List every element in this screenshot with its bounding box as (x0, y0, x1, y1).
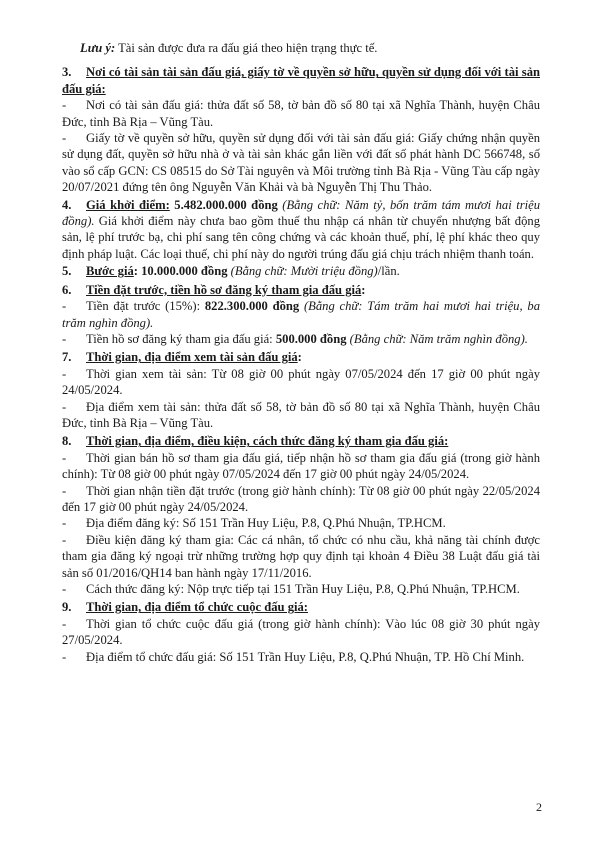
section-8-item-5-text: Cách thức đăng ký: Nộp trực tiếp tại 151 Trần Huy Liệu, P.8, Q.Phú Nhuận, TP.HCM. (86, 582, 520, 596)
section-3-item-1-text: Nơi có tài sản đấu giá: thửa đất số 58, tờ bản đồ số 80 tại xã Nghĩa Thành, huyện Châu Đức, tỉnh Bà Rịa – Vũng Tàu. (62, 98, 540, 129)
section-8-item-1: - Thời gian bán hồ sơ tham gia đấu giá, tiếp nhận hồ sơ tham gia đấu giá (trong giờ hành chính): Từ 08 giờ 00 phút ngày 07/05/2024 đến 17 giờ 00 phút ngày 24/05/2024. (62, 450, 540, 482)
section-8-item-3-text: Địa điểm đăng ký: Số 151 Trần Huy Liệu, P.8, Q.Phú Nhuận, TP.HCM. (86, 516, 446, 531)
section-7-title: Thời gian, địa điểm xem tài sản đấu giá (86, 350, 298, 365)
section-3-number: 3. (62, 65, 72, 80)
section-6-title: Tiền đặt trước, tiền hồ sơ đăng ký tham gia đấu giá (86, 282, 362, 297)
section-5-label: Bước giá (86, 264, 134, 279)
section-4-number: 4. (62, 197, 72, 212)
note-label: Lưu ý: (80, 41, 116, 55)
section-9-title: Thời gian, địa điểm tổ chức cuộc đấu giá: (86, 600, 308, 615)
section-5-words: (Bằng chữ: Mười triệu đồng) (227, 264, 378, 279)
section-9-item-2: - Địa điểm tổ chức đấu giá: Số 151 Trần Huy Liệu, P.8, Q.Phú Nhuận, TP. Hồ Chí Minh. (62, 649, 525, 664)
section-7-colon: : (297, 350, 302, 365)
section-5-tail: /lần. (377, 264, 400, 279)
section-9-item-1-text: Thời gian tổ chức cuộc đấu giá (trong giờ hành chính): Vào lúc 08 giờ 30 phút ngày 27/05/2024. (62, 616, 540, 648)
section-6-item-1-words: (Bằng chữ: Tám trăm hai mươi hai triệu, ba trăm nghìn đồng). (62, 299, 540, 330)
section-7-number: 7. (62, 350, 72, 365)
section-5-heading (62, 263, 540, 279)
note-text: Tài sản được đưa ra đấu giá theo hiện trạng thực tế. (115, 41, 378, 55)
section-7-item-1: - Thời gian xem tài sản: Từ 08 giờ 00 phút ngày 07/05/2024 đến 17 giờ 00 phút ngày 24/05/2024. (62, 366, 540, 398)
section-6-colon: : (361, 282, 366, 297)
section-8-number: 8. (62, 434, 72, 449)
section-4-body: Giá khởi điểm này chưa bao gồm thuế thu nhập cá nhân từ chuyển nhượng bất động sản, lệ phí trước bạ, chi phí sang tên công chứng và các khoản thuế, phí, lệ phí khác theo quy định pháp luật. Các loại thuế, chi phí này do người trúng đấu giá chịu trách nhiệm thanh toán. (62, 214, 540, 261)
section-4-heading (62, 197, 540, 263)
section-8-item-2-text: Thời gian nhận tiền đặt trước (trong giờ hành chính): Từ 08 giờ 00 phút ngày 22/05/2024 đến 17 giờ 00 phút ngày 24/05/2024. (62, 483, 540, 514)
section-4-words: (Bằng chữ: Năm tỷ, bốn trăm tám mươi hai triệu đồng). (62, 197, 540, 229)
section-3-item-1: - Nơi có tài sản đấu giá: thửa đất số 58, tờ bản đồ số 80 tại xã Nghĩa Thành, huyện Châu Đức, tỉnh Bà Rịa – Vũng Tàu. (62, 98, 540, 129)
section-3-item-2-text: Giấy tờ về quyền sở hữu, quyền sử dụng đối với tài sản đấu giá: Giấy chứng nhận quyền sử dụng đất, quyền sở hữu nhà ở và tài sản khác gắn liền với đất số phát hành DC 566748, số vào sổ cấp GCN: CS 08515 do Sở Tài nguyên và Môi trường tỉnh Bà Rịa - Vũng Tàu cấp ngày 20/07/2021 đứng tên ông Nguyễn Văn Khải và bà Nguyễn Thị Thu Thảo. (62, 131, 540, 195)
section-7-item-1-text: Thời gian xem tài sản: Từ 08 giờ 00 phút ngày 07/05/2024 đến 17 giờ 00 phút ngày 24/05/2024. (62, 366, 540, 398)
section-5-number: 5. (62, 264, 72, 279)
section-6-heading (62, 282, 540, 298)
section-8-item-2: - Thời gian nhận tiền đặt trước (trong giờ hành chính): Từ 08 giờ 00 phút ngày 22/05/2024 đến 17 giờ 00 phút ngày 24/05/2024. (62, 483, 540, 514)
section-6-item-2: - Tiền hồ sơ đăng ký tham gia đấu giá: 500.000 đồng (Bằng chữ: Năm trăm nghìn đồng). (62, 331, 528, 346)
section-9-heading (62, 599, 540, 615)
section-7-item-2-text: Địa điểm xem tài sản: thửa đất số 58, tờ bản đồ số 80 tại xã Nghĩa Thành, huyện Châu Đức, tỉnh Bà Rịa – Vũng Tàu. (62, 399, 540, 430)
section-6-item-2-amount: 500.000 đồng (275, 331, 347, 346)
section-8-item-5: - Cách thức đăng ký: Nộp trực tiếp tại 151 Trần Huy Liệu, P.8, Q.Phú Nhuận, TP.HCM. (62, 582, 520, 596)
section-7-item-2: - Địa điểm xem tài sản: thửa đất số 58, tờ bản đồ số 80 tại xã Nghĩa Thành, huyện Châu Đức, tỉnh Bà Rịa – Vũng Tàu. (62, 399, 540, 430)
section-8-item-4: - Điều kiện đăng ký tham gia: Các cá nhân, tổ chức có nhu cầu, khả năng tài chính được tham gia đăng ký ngoại trừ những trường hợp quy định tại khoản 4 Điều 38 Luật đấu giá tài sản số 01/2016/QH14 ban hành ngày 17/11/2016. (62, 532, 540, 580)
section-8-item-1-text: Thời gian bán hồ sơ tham gia đấu giá, tiếp nhận hồ sơ tham gia đấu giá (trong giờ hành chính): Từ 08 giờ 00 phút ngày 07/05/2024 đến 17 giờ 00 phút ngày 24/05/2024. (62, 450, 540, 482)
section-6-item-2-words: (Bằng chữ: Năm trăm nghìn đồng). (346, 331, 528, 346)
page-number: 2 (536, 800, 542, 814)
note-paragraph (62, 40, 540, 56)
section-8-title: Thời gian, địa điểm, điều kiện, cách thức đăng ký tham gia đấu giá: (86, 434, 449, 449)
section-8-heading (62, 433, 540, 449)
section-7-heading (62, 349, 540, 365)
section-9-item-2-text: Địa điểm tổ chức đấu giá: Số 151 Trần Huy Liệu, P.8, Q.Phú Nhuận, TP. Hồ Chí Minh. (86, 649, 525, 664)
section-3-item-2: - Giấy tờ về quyền sở hữu, quyền sử dụng đối với tài sản đấu giá: Giấy chứng nhận quyền sử dụng đất, quyền sở hữu nhà ở và tài sản khác gắn liền với đất số phát hành DC 566748, số vào sổ cấp GCN: CS 08515 do Sở Tài nguyên và Môi trường tỉnh Bà Rịa - Vũng Tàu cấp ngày 20/07/2021 đứng tên ông Nguyễn Văn Khải và bà Nguyễn Thị Thu Thảo. (62, 131, 540, 195)
section-8-item-3: - Địa điểm đăng ký: Số 151 Trần Huy Liệu, P.8, Q.Phú Nhuận, TP.HCM. (62, 516, 446, 531)
section-9-number: 9. (62, 600, 72, 615)
section-6-number: 6. (62, 282, 72, 297)
section-6-item-1: - Tiền đặt trước (15%): 822.300.000 đồng (Bằng chữ: Tám trăm hai mươi hai triệu, ba trăm nghìn đồng). (62, 299, 540, 330)
section-4-label: Giá khởi điểm: (86, 197, 170, 212)
section-9-item-1: - Thời gian tổ chức cuộc đấu giá (trong giờ hành chính): Vào lúc 08 giờ 30 phút ngày 27/05/2024. (62, 616, 540, 648)
section-4-amount: 5.482.000.000 đồng (169, 197, 278, 212)
document-body (62, 40, 540, 665)
section-3-title: Nơi có tài sản tài sản đấu giá, giấy tờ về quyền sở hữu, quyền sử dụng đối với tài sản đấu giá: (62, 65, 540, 96)
section-6-item-1-text: Tiền đặt trước (15%): (86, 299, 205, 314)
section-5-amount: : 10.000.000 đồng (133, 264, 228, 279)
section-6-item-2-text: Tiền hồ sơ đăng ký tham gia đấu giá: (86, 331, 276, 346)
section-8-item-4-text: Điều kiện đăng ký tham gia: Các cá nhân, tổ chức có nhu cầu, khả năng tài chính được tham gia đăng ký ngoại trừ những trường hợp quy định tại khoản 4 Điều 38 Luật đấu giá tài sản số 01/2016/QH14 ban hành ngày 17/11/2016. (62, 532, 540, 580)
section-3-heading (62, 64, 540, 97)
section-6-item-1-amount: 822.300.000 đồng (204, 299, 300, 314)
